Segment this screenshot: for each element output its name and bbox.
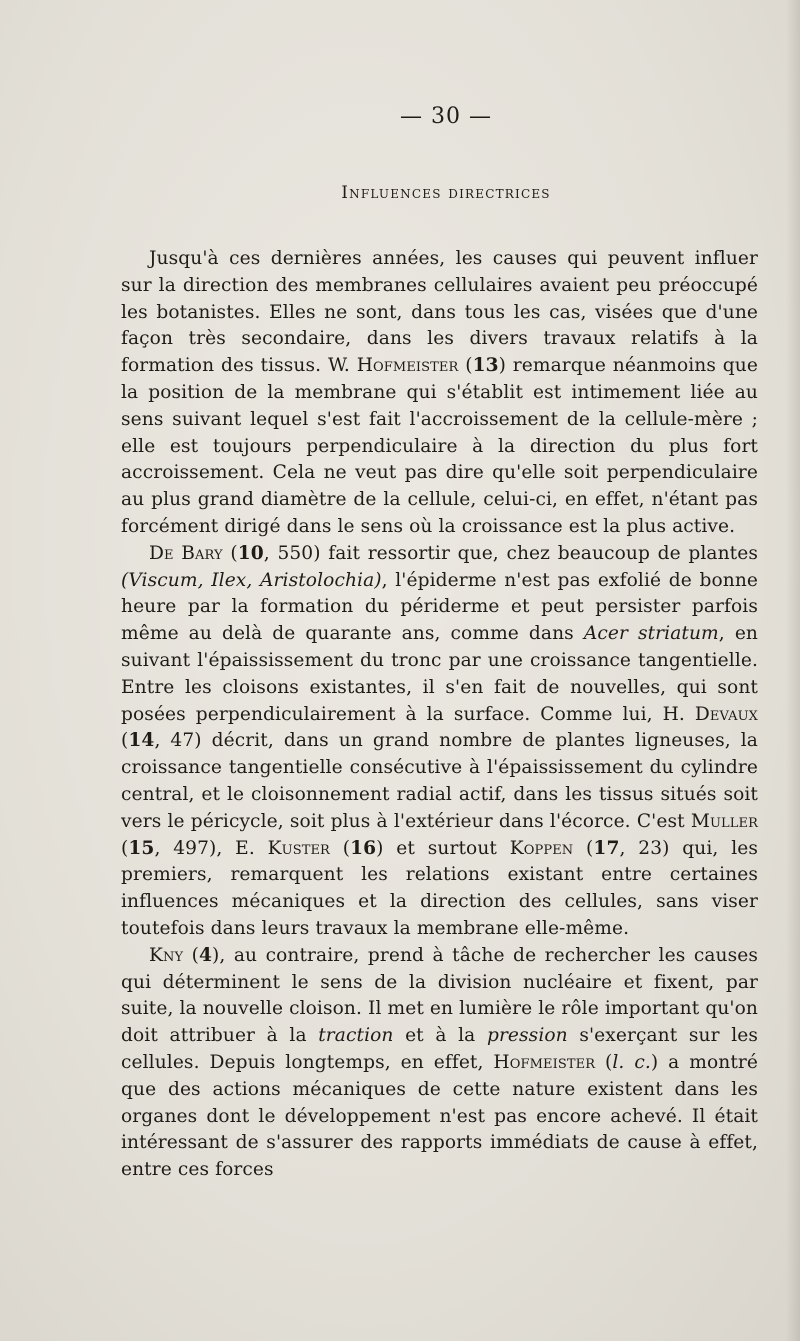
reference-number: 14 (128, 730, 155, 752)
reference-number: 13 (472, 355, 499, 377)
paragraph (121, 246, 758, 541)
text-run: et à la (393, 1025, 487, 1047)
body-text (121, 246, 758, 1184)
text-run: s'exerçant sur les cellules. Depuis longtemps, en effet, (121, 1025, 758, 1073)
text-run: ( (121, 837, 129, 859)
text-run: ( (329, 837, 351, 859)
text-run: ) a montré que des actions mécaniques de cette nature existent dans les organes dont le développement n'est pas encore achevé. Il était intéressant de s'assurer des rapports immédiats de cause à effet, entre ces forces (121, 1051, 758, 1181)
text-run: ( (573, 837, 594, 859)
text-run: , 47) décrit, dans un grand nombre de plantes ligneuses, la croissance tangentielle consécutive à l'épaississement du cylindre central, et le cloisonnement radial actif, dans les tissus situés soit vers le péricycle, soit plus à l'extérieur dans l'écorce. C'est (121, 730, 758, 832)
section-title-text: Influences directrices (341, 183, 551, 203)
text-run: , 23) qui, les premiers, remarquent les relations existant entre certaines influences mécaniques et la direction des cellules, sans viser toutefois dans leurs travaux la membrane elle-même. (121, 837, 758, 939)
page-number: — 30 — (400, 104, 492, 129)
section-title (0, 183, 800, 203)
text-run: ( (222, 542, 238, 564)
reference-number: 15 (128, 837, 155, 859)
reference-number: 17 (593, 837, 620, 859)
text-run: Jusqu'à ces dernières années, les causes qui peuvent influer sur la direction des membranes cellulaires avaient peu préoccupé les botanistes. Elles ne sont, dans tous les cas, visées que d'une façon très secondaire, dans les divers travaux relatifs à la formation des tissus. W. (121, 248, 758, 377)
text-run: ) et surtout (376, 837, 510, 859)
italic-text: Acer striatum (583, 623, 719, 645)
author-name: Kny (149, 944, 184, 966)
author-name: Hofmeister (493, 1051, 596, 1073)
text-run: ) remarque néanmoins que la position de la membrane qui s'établit est intimement liée au sens suivant lequel s'est fait l'accroissement de la cellule-mère ; elle est toujours perpendiculaire à la direction du plus fort accroissement. Cela ne veut pas dire qu'elle soit perpendiculaire au plus grand diamètre de la cellule, celui-ci, en effet, n'étant pas forcément dirigé dans le sens où la croissance est la plus active. (121, 355, 758, 537)
italic-text: l. c. (612, 1051, 651, 1073)
italic-text: pression (486, 1025, 568, 1047)
text-run: , 550) fait ressortir que, chez beaucoup de plantes (263, 542, 758, 564)
reference-number: 16 (350, 837, 377, 859)
paragraph (121, 943, 758, 1184)
author-name: Kuster (267, 837, 330, 859)
text-run: ( (458, 355, 473, 377)
text-run: ), au contraire, prend à tâche de rechercher les causes qui déterminent le sens de la division nucléaire et fixent, par suite, la nouvelle cloison. Il met en lumière le rôle important qu'on doit attribuer à la (121, 944, 758, 1047)
reference-number: 10 (237, 542, 264, 564)
text-run: , l'épiderme n'est pas exfolié de bonne heure par la formation du périderme et peut persister parfois même au delà de quarante ans, comme dans (121, 569, 759, 645)
italic-text: traction (318, 1025, 394, 1047)
reference-number: 4 (198, 944, 213, 966)
italic-text: (Viscum, Ilex, Aristolochia) (121, 569, 382, 591)
text-run: ( (595, 1051, 613, 1073)
paragraph (121, 541, 758, 943)
author-name: Hofmeister (356, 355, 459, 377)
text-run: , en suivant l'épaississement du tronc par une croissance tangentielle. Entre les cloisons existantes, il s'en fait de nouvelles, qui sont posées perpendiculairement à la surface. Comme lui, H. (121, 623, 758, 725)
author-name: Koppen (509, 837, 574, 859)
author-name: Devaux (694, 703, 758, 725)
text-run: ( (183, 944, 199, 966)
author-name: Muller (690, 810, 758, 832)
text-run: ( (121, 730, 129, 752)
author-name: De Bary (149, 542, 223, 564)
text-run: , 497), E. (154, 837, 268, 859)
